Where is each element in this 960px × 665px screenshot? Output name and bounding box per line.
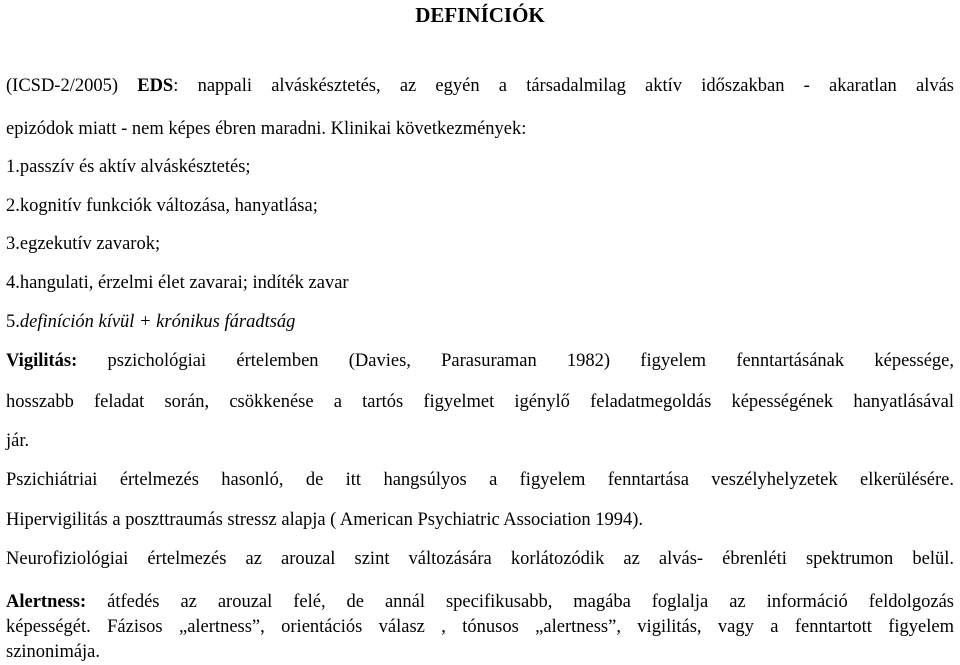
consequence-item-1: 1.passzív és aktív alváskésztetés; [6, 157, 251, 177]
psychiatric-paragraph: Pszichiátriai értelmezés hasonló, de itt hangsúlyos a figyelem fenntartása veszélyhelyzetek elkerülésére. [6, 470, 954, 490]
consequence-item-4: 4.hangulati, érzelmi élet zavarai; indíték zavar [6, 273, 349, 293]
consequence-item-2: 2.kognitív funkciók változása, hanyatlása; [6, 196, 318, 216]
alertness-line-3: szinonimája. [6, 642, 101, 662]
alertness-line-2: képességét. Fázisos „alertness”, orientációs válasz , tónusos „alertness”, vigilitás, vagy a fenntartott figyelem [6, 617, 954, 637]
alertness-definition: átfedés az arouzal felé, de annál specifikusabb, magába foglalja az információ feldolgozás [86, 592, 954, 612]
vigilitas-line-2: hosszabb feladat során, csökkenése a tartós figyelmet igénylő feladatmegoldás képességének hanyatlásával [6, 392, 954, 412]
item-5-text: definíción kívül + krónikus fáradtság [19, 312, 296, 332]
icsd-line-1 [6, 74, 954, 98]
eds-term: EDS [137, 76, 174, 96]
vigilitas-line-1 [6, 349, 954, 373]
vigilitas-line-3: jár. [6, 431, 30, 451]
icsd-line-2: epizódok miatt - nem képes ébren maradni. Klinikai következmények: [6, 119, 527, 139]
icsd-reference: (ICSD-2/2005) [6, 76, 119, 96]
alertness-term: Alertness: [6, 592, 87, 612]
alertness-line-1 [6, 590, 954, 614]
page-title: DEFINÍCIÓK [415, 3, 545, 27]
vigilitas-definition: pszichológiai értelemben (Davies, Parasuraman 1982) figyelem fenntartásának képessége, [77, 351, 954, 371]
neurophysiology-paragraph: Neurofiziológiai értelmezés az arouzal szint változására korlátozódik az alvás- ébrenléti spektrumon belül. [6, 549, 954, 569]
item-5-number: 5. [6, 312, 20, 332]
hypervigilance-paragraph: Hipervigilitás a poszttraumás stressz alapja ( American Psychiatric Association 1994). [6, 510, 644, 530]
vigilitas-term: Vigilitás: [6, 351, 78, 371]
consequence-item-3: 3.egzekutív zavarok; [6, 234, 161, 254]
icsd-definition: : nappali alváskésztetés, az egyén a társadalmilag aktív időszakban - akaratlan alvás [173, 76, 955, 96]
consequence-item-5 [6, 310, 295, 334]
